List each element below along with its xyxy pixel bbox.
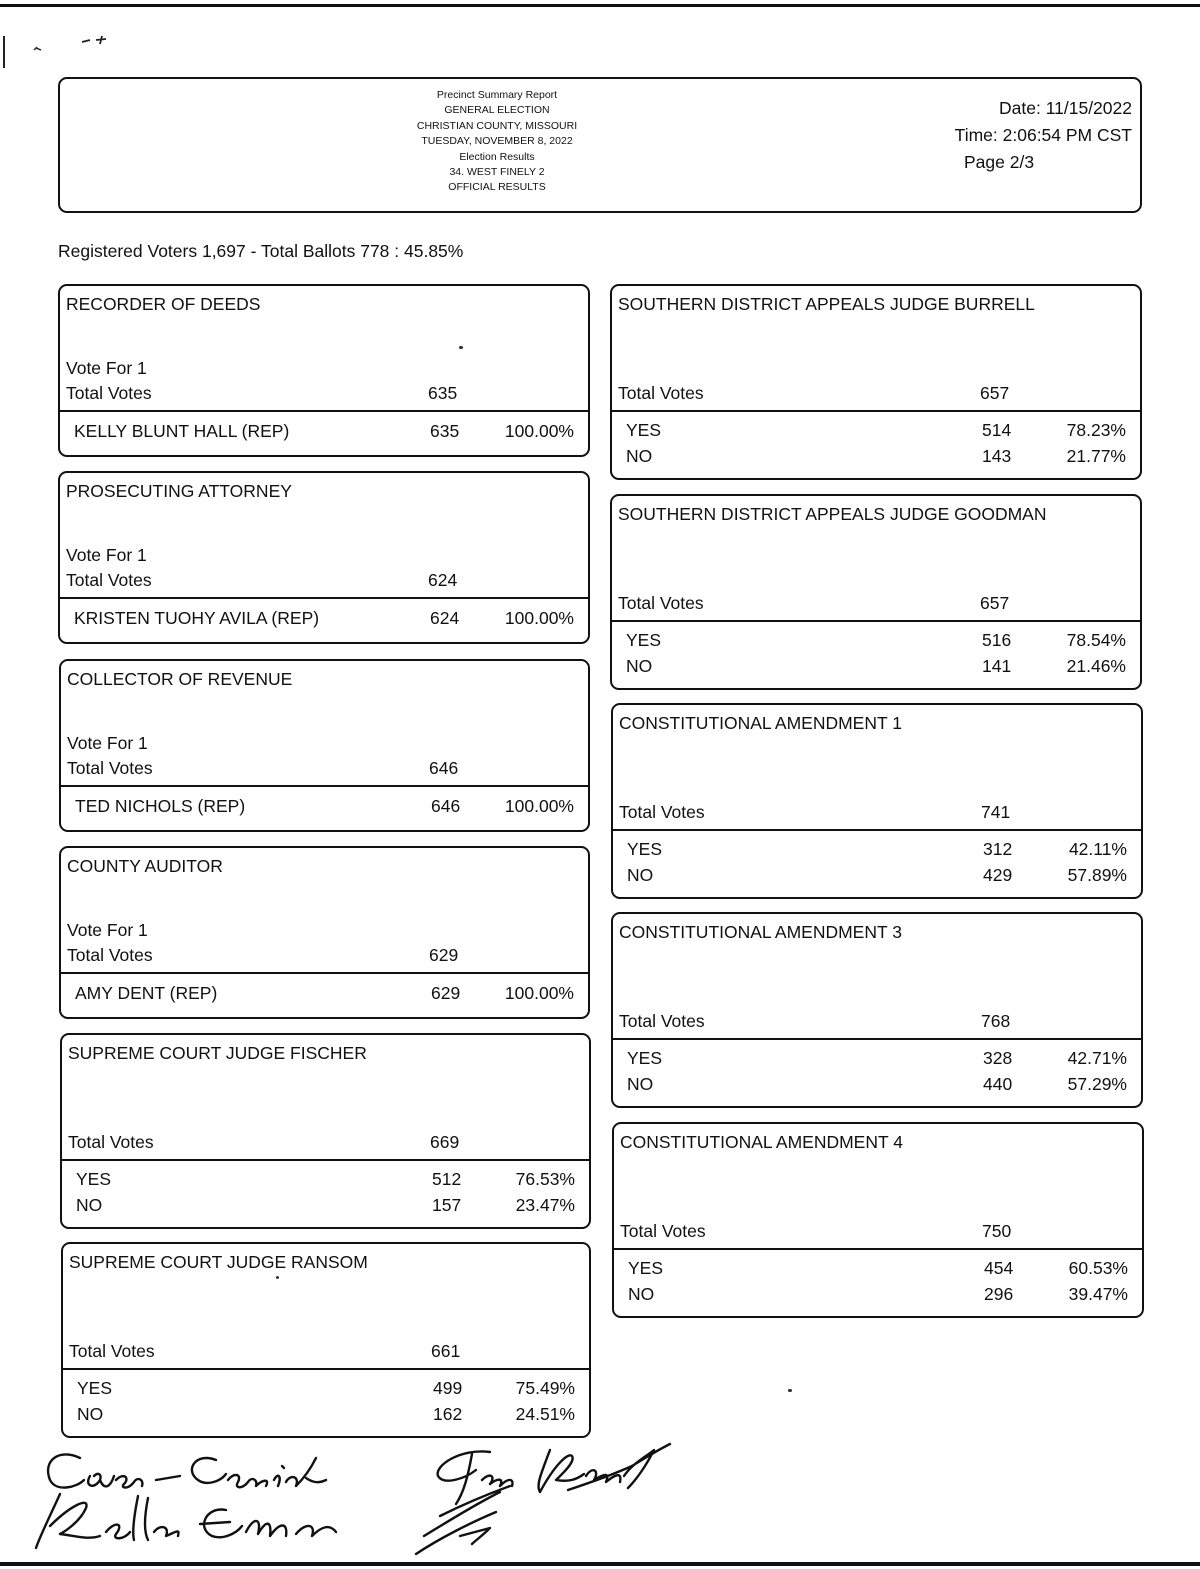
contest-title: SUPREME COURT JUDGE FISCHER — [68, 1043, 367, 1063]
total-votes-label: Total Votes — [620, 1221, 706, 1241]
choice-votes: 141 — [982, 656, 1012, 676]
vote-for-label: Vote For 1 — [67, 733, 148, 753]
choice-votes: 516 — [982, 630, 1012, 650]
choice-name: YES — [628, 1258, 664, 1278]
total-votes-value: 624 — [428, 570, 458, 590]
contest-divider — [62, 1159, 589, 1161]
total-votes-label: Total Votes — [619, 802, 705, 822]
report-title-line: Precinct Summary Report — [436, 89, 558, 101]
contest-title: RECORDER OF DEEDS — [66, 294, 261, 314]
choice-row — [614, 1284, 1142, 1310]
choice-percent: 100.00% — [504, 421, 574, 441]
choice-row — [613, 839, 1141, 865]
contest-title: CONSTITUTIONAL AMENDMENT 1 — [619, 713, 902, 733]
report-meta — [892, 95, 1132, 176]
report-date: Date: 11/15/2022 — [999, 98, 1132, 118]
contest-title: CONSTITUTIONAL AMENDMENT 3 — [619, 922, 902, 942]
choice-name: NO — [76, 1195, 103, 1215]
choice-percent: 21.77% — [1066, 446, 1126, 466]
total-votes-label: Total Votes — [619, 1011, 705, 1031]
choice-name: YES — [626, 420, 662, 440]
choice-percent: 78.23% — [1066, 420, 1126, 440]
total-votes-label: Total Votes — [618, 593, 704, 613]
choice-name: TED NICHOLS (REP) — [75, 796, 246, 816]
contest-title: CONSTITUTIONAL AMENDMENT 4 — [620, 1132, 903, 1152]
contest-title: PROSECUTING ATTORNEY — [66, 481, 292, 501]
total-votes-label: Total Votes — [66, 570, 152, 590]
choice-votes: 429 — [983, 865, 1013, 885]
choice-percent: 39.47% — [1068, 1284, 1128, 1304]
choice-name: YES — [627, 1048, 663, 1068]
choice-votes: 312 — [983, 839, 1013, 859]
contest-title: COUNTY AUDITOR — [67, 856, 223, 876]
report-title-block — [360, 88, 634, 196]
contest-constitutional-amendment-1 — [611, 703, 1143, 899]
choice-row — [62, 1195, 589, 1221]
choice-percent: 100.00% — [504, 983, 574, 1003]
contest-supreme-court-judge-fischer — [60, 1033, 591, 1229]
choice-percent: 100.00% — [504, 608, 574, 628]
choice-list — [60, 421, 588, 447]
choice-name: AMY DENT (REP) — [75, 983, 218, 1003]
registration-summary: Registered Voters 1,697 - Total Ballots 778 : 45.85% — [58, 241, 464, 261]
choice-row — [60, 608, 588, 634]
scan-specks-icon — [30, 30, 120, 54]
bottom-border-rule — [0, 1562, 1200, 1566]
choice-list — [613, 839, 1141, 891]
choice-row — [62, 1169, 589, 1195]
choice-row — [612, 630, 1140, 656]
choice-votes: 157 — [432, 1195, 462, 1215]
choice-votes: 629 — [431, 983, 461, 1003]
choice-votes: 440 — [983, 1074, 1013, 1094]
scan-speck — [276, 1276, 279, 1279]
choice-percent: 42.71% — [1067, 1048, 1127, 1068]
choice-percent: 60.53% — [1068, 1258, 1128, 1278]
choice-row — [63, 1378, 589, 1404]
contest-supreme-court-judge-ransom — [61, 1242, 591, 1438]
scan-speck — [788, 1389, 792, 1392]
contest-divider — [613, 1038, 1141, 1040]
choice-list — [612, 630, 1140, 682]
choice-votes: 454 — [984, 1258, 1014, 1278]
contest-divider — [612, 410, 1140, 412]
total-votes-value: 669 — [430, 1132, 460, 1152]
contest-title: SOUTHERN DISTRICT APPEALS JUDGE GOODMAN — [618, 504, 1047, 524]
choice-row — [614, 1258, 1142, 1284]
total-votes-label: Total Votes — [67, 758, 153, 778]
total-votes-value: 629 — [429, 945, 459, 965]
contest-divider — [613, 829, 1141, 831]
choice-percent: 21.46% — [1066, 656, 1126, 676]
choice-name: NO — [77, 1404, 104, 1424]
choice-name: NO — [628, 1284, 655, 1304]
choice-list — [61, 796, 588, 822]
contest-divider — [61, 785, 588, 787]
choice-votes: 143 — [982, 446, 1012, 466]
choice-name: KELLY BLUNT HALL (REP) — [74, 421, 290, 441]
vote-for-label: Vote For 1 — [66, 545, 147, 565]
report-title-line: GENERAL ELECTION — [444, 104, 550, 117]
scan-speck — [459, 346, 463, 349]
contest-title: COLLECTOR OF REVENUE — [67, 669, 293, 689]
vote-for-label: Vote For 1 — [67, 920, 148, 940]
contest-southern-district-appeals-judge-burrell — [610, 284, 1142, 480]
contest-divider — [63, 1368, 589, 1370]
report-time: Time: 2:06:54 PM CST — [954, 125, 1132, 145]
choice-votes: 635 — [430, 421, 460, 441]
choice-percent: 42.11% — [1068, 839, 1127, 859]
choice-votes: 624 — [430, 608, 460, 628]
choice-row — [60, 421, 588, 447]
report-header — [58, 77, 1142, 213]
choice-name: NO — [626, 446, 653, 466]
report-title-line: Election Results — [459, 150, 535, 163]
total-votes-value: 657 — [980, 593, 1010, 613]
choice-row — [612, 656, 1140, 682]
total-votes-label: Total Votes — [67, 945, 153, 965]
report-page-number: Page 2/3 — [964, 152, 1035, 172]
choice-name: NO — [627, 1074, 654, 1094]
contest-divider — [61, 972, 588, 974]
choice-name: YES — [77, 1378, 113, 1398]
report-title-line: TUESDAY, NOVEMBER 8, 2022 — [421, 135, 573, 148]
choice-name: KRISTEN TUOHY AVILA (REP) — [74, 608, 320, 628]
choice-percent: 78.54% — [1066, 630, 1126, 650]
contest-title: SUPREME COURT JUDGE RANSOM — [69, 1252, 368, 1272]
choice-name: YES — [76, 1169, 112, 1189]
choice-list — [62, 1169, 589, 1221]
total-votes-value: 646 — [429, 758, 459, 778]
total-votes-label: Total Votes — [66, 383, 152, 403]
contest-constitutional-amendment-4 — [612, 1122, 1144, 1318]
choice-row — [612, 446, 1140, 472]
choice-name: YES — [627, 839, 663, 859]
choice-row — [61, 983, 588, 1009]
choice-row — [63, 1404, 589, 1430]
choice-percent: 57.89% — [1067, 865, 1127, 885]
contest-divider — [614, 1248, 1142, 1250]
contest-southern-district-appeals-judge-goodman — [610, 494, 1142, 690]
choice-votes: 162 — [433, 1404, 463, 1424]
choice-votes: 512 — [432, 1169, 462, 1189]
scan-edge-mark — [3, 36, 5, 68]
contest-collector-of-revenue — [59, 659, 590, 832]
choice-votes: 296 — [984, 1284, 1014, 1304]
choice-row — [613, 865, 1141, 891]
choice-list — [612, 420, 1140, 472]
report-title-line: OFFICIAL RESULTS — [448, 181, 546, 194]
handwritten-signatures-icon — [20, 1436, 700, 1562]
contest-title: SOUTHERN DISTRICT APPEALS JUDGE BURRELL — [618, 294, 1035, 314]
choice-list — [60, 608, 588, 634]
contest-divider — [60, 410, 588, 412]
choice-percent: 57.29% — [1067, 1074, 1127, 1094]
report-title-line: 34. WEST FINELY 2 — [449, 166, 545, 179]
choice-row — [613, 1048, 1141, 1074]
total-votes-value: 768 — [981, 1011, 1011, 1031]
choice-row — [61, 796, 588, 822]
total-votes-label: Total Votes — [68, 1132, 154, 1152]
choice-list — [614, 1258, 1142, 1310]
contest-recorder-of-deeds — [58, 284, 590, 457]
choice-percent: 23.47% — [515, 1195, 575, 1215]
contest-county-auditor — [59, 846, 590, 1019]
vote-for-label: Vote For 1 — [66, 358, 147, 378]
choice-name: YES — [626, 630, 662, 650]
contest-divider — [60, 597, 588, 599]
choice-list — [613, 1048, 1141, 1100]
choice-votes: 328 — [983, 1048, 1013, 1068]
contest-prosecuting-attorney — [58, 471, 590, 644]
choice-percent: 75.49% — [515, 1378, 575, 1398]
choice-row — [612, 420, 1140, 446]
choice-votes: 646 — [431, 796, 461, 816]
choice-percent: 24.51% — [515, 1404, 575, 1424]
total-votes-value: 750 — [982, 1221, 1012, 1241]
total-votes-label: Total Votes — [69, 1341, 155, 1361]
choice-list — [61, 983, 588, 1009]
choice-votes: 514 — [982, 420, 1012, 440]
choice-row — [613, 1074, 1141, 1100]
total-votes-value: 741 — [981, 802, 1011, 822]
total-votes-value: 657 — [980, 383, 1010, 403]
top-border-rule — [0, 4, 1200, 7]
choice-votes: 499 — [433, 1378, 463, 1398]
choice-name: NO — [626, 656, 653, 676]
choice-list — [63, 1378, 589, 1430]
total-votes-label: Total Votes — [618, 383, 704, 403]
choice-name: NO — [627, 865, 654, 885]
report-title-line: CHRISTIAN COUNTY, MISSOURI — [416, 119, 578, 132]
choice-percent: 76.53% — [515, 1169, 575, 1189]
total-votes-value: 635 — [428, 383, 458, 403]
total-votes-value: 661 — [431, 1341, 461, 1361]
contest-constitutional-amendment-3 — [611, 912, 1143, 1108]
contest-divider — [612, 620, 1140, 622]
choice-percent: 100.00% — [504, 796, 574, 816]
